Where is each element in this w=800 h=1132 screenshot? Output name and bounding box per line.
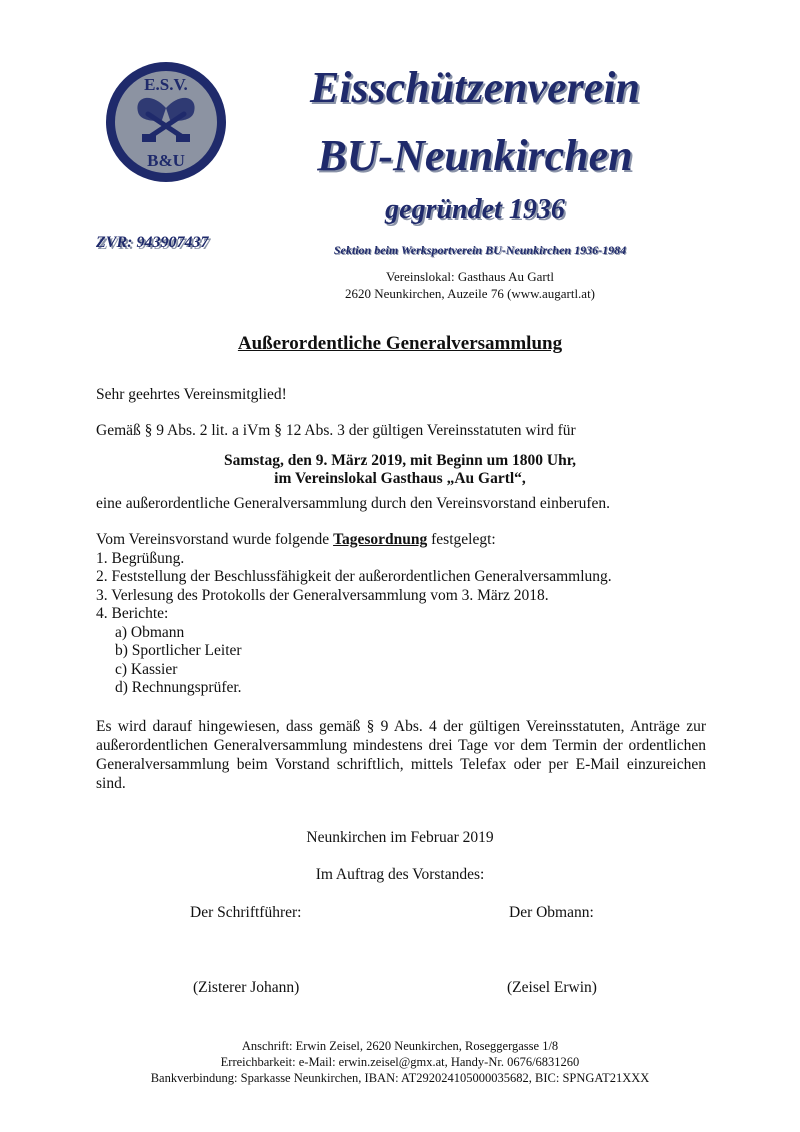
svg-text:B&U: B&U (147, 151, 185, 170)
agenda (96, 531, 612, 698)
venue-line: Vereinslokal: Gasthaus Au Gartl (386, 269, 554, 284)
footer-bank: Bankverbindung: Sparkasse Neunkirchen, IBAN: AT292024105000035682, BIC: SPNGAT21XXX (150, 1071, 650, 1085)
convened-paragraph: eine außerordentliche Generalversammlung durch den Vereinsvorstand einberufen. (96, 495, 611, 512)
club-logo (104, 60, 228, 184)
meeting-location: im Vereinslokal Gasthaus „Au Gartl“, (274, 470, 526, 487)
agenda-subitem: c) Kassier (115, 660, 178, 678)
page-title: Außerordentliche Generalversammlung (237, 333, 563, 354)
footer-contact: Erreichbarkeit: e-Mail: erwin.zeisel@gmx.at, Handy-Nr. 0676/6831260 (220, 1055, 580, 1069)
place-date: Neunkirchen im Februar 2019 (306, 829, 494, 846)
founded-year: gegründet 1936 (385, 194, 565, 225)
secretary-role: Der Schriftführer: (190, 904, 302, 921)
footer (0, 1038, 800, 1086)
footer-address: Anschrift: Erwin Zeisel, 2620 Neunkirchen, Roseggergasse 1/8 (241, 1039, 559, 1053)
agenda-item: 1. Begrüßung. (96, 549, 185, 567)
svg-text:E.S.V.: E.S.V. (144, 75, 188, 94)
notice-paragraph: Es wird darauf hingewiesen, dass gemäß § 9 Abs. 4 der gültigen Vereinsstatuten, Anträge zur außerordentlichen Generalversammlung mindestens drei Tage vor dem Termin der ordentlichen Generalversammlung beim Vorstand schriftlich, mittels Telefax oder per E-Mail einzureichen sind. (96, 718, 706, 792)
venue-info (270, 268, 670, 302)
chairman-role: Der Obmann: (509, 904, 594, 921)
agenda-item: 2. Feststellung der Beschlussfähigkeit der außerordentlichen Generalversammlung. (96, 568, 612, 585)
agenda-subitem: a) Obmann (115, 623, 185, 641)
zvr-number: ZVR: 943907437 (96, 234, 209, 251)
on-behalf: Im Auftrag des Vorstandes: (315, 866, 485, 883)
agenda-keyword: Tagesordnung (333, 531, 428, 548)
club-title-line1: Eisschützenverein (309, 63, 641, 112)
agenda-intro: Vom Vereinsvorstand wurde folgende Tagesordnung festgelegt: (96, 531, 496, 548)
intro-paragraph: Gemäß § 9 Abs. 2 lit. a iVm § 12 Abs. 3 der gültigen Vereinsstatuten wird für (96, 422, 576, 439)
meeting-date: Samstag, den 9. März 2019, mit Beginn um 1800 Uhr, (223, 452, 577, 469)
chairman-name: (Zeisel Erwin) (507, 979, 597, 996)
venue-address: 2620 Neunkirchen, Auzeile 76 (www.augartl.at) (344, 286, 596, 301)
agenda-subitem: b) Sportlicher Leiter (115, 642, 242, 659)
agenda-item: 4. Berichte: (96, 605, 169, 622)
agenda-subitem: d) Rechnungsprüfer. (115, 679, 242, 696)
secretary-name: (Zisterer Johann) (193, 979, 300, 996)
agenda-item: 3. Verlesung des Protokolls der Generalversammlung vom 3. März 2018. (96, 586, 549, 604)
section-note: Sektion beim Werksportverein BU-Neunkirchen 1936-1984 (333, 243, 627, 257)
club-title-line2: BU-Neunkirchen (317, 131, 633, 180)
salutation: Sehr geehrtes Vereinsmitglied! (96, 386, 287, 403)
